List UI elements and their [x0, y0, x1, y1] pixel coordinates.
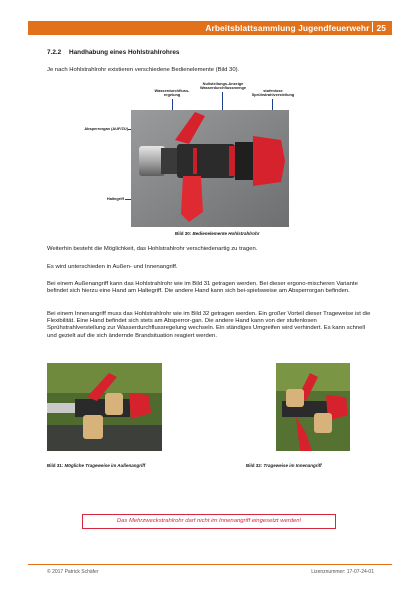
label-flow-display: Nullstellungs-Anzeige Wasserdurchflussmenge	[199, 81, 247, 91]
paragraph-2: Es wird unterschieden in Außen- und Innenangriff.	[47, 264, 178, 270]
label-spray-adjust: stufenlose Sprühstrahlverstellung	[251, 88, 295, 98]
label-grip: Haltegriff	[106, 196, 124, 201]
section-number: 7.2.2	[47, 49, 62, 56]
figure32-caption-label: Bild 32:	[246, 463, 263, 468]
figure31-caption-text: Mögliche Trageweise im Außenangriff	[64, 463, 146, 468]
paragraph-3: Bei einem Außenangriff kann das Hohlstrahlrohr wie im Bild 31 getragen werden. Bei dieser ergono-mischeren Variante befindet sich hierzu eine Hand am Haltegriff. Die andere Hand kann sich bei-spielsweise am Absperrorgan befinden.	[47, 281, 358, 295]
photo-inner-attack	[276, 363, 350, 451]
footer-copyright: © 2017 Patrick Schäfer	[47, 569, 99, 575]
figure30-caption-label: Bild 30:	[175, 231, 192, 236]
section-heading	[47, 49, 179, 56]
nozzle-illustration	[131, 110, 289, 227]
page-number: 25	[376, 23, 386, 33]
nozzle-photo	[131, 110, 289, 227]
section-title: Handhabung eines Hohlstrahlrohres	[69, 49, 180, 56]
figure32-caption	[246, 463, 322, 468]
intro-paragraph: Je nach Hohlstrahlrohr existieren verschiedene Bedienelemente (Bild 30).	[47, 67, 240, 73]
warning-box: Das Mehrzweckstrahlrohr darf nicht im Innenangriff eingesetzt werden!	[82, 514, 336, 529]
figure30-caption	[175, 231, 260, 236]
paragraph-1: Weiterhin besteht die Möglichkeit, das Hohlstrahlrohr verschiedenartig zu tragen.	[47, 246, 258, 252]
footer-license: Lizenznummer: 17-07-24-01	[311, 569, 374, 575]
header-separator	[372, 22, 373, 32]
outer-attack-illustration	[47, 363, 162, 451]
figure32-caption-text: Trageweise im Innenangriff	[263, 463, 322, 468]
paragraph-4: Bei einem Innenangriff muss das Hohlstrahlrohr wie im Bild 32 getragen werden. Ein großer Vorteil dieser Trageweise ist die Flexibilität. Eine Hand befindet sich stets am Absperror-gan. Die andere Hand kann von der stufenlosen Sprühstrahlverstellung zur Wasserdurchflussregelung wechseln. Ein ständiges Umgreifen wird verhindert. Es kann schnell und gezielt auf die sich ändernde Brandsituation reagiert werden.	[47, 311, 371, 339]
figure31-caption	[47, 463, 145, 468]
figure30-caption-text: Bedienelemente Hohlstrahlrohr	[192, 231, 260, 236]
header-title: Arbeitsblattsammlung Jugendfeuerwehr	[205, 23, 370, 33]
page-header	[205, 22, 386, 33]
inner-attack-illustration	[276, 363, 350, 451]
label-shutoff: Absperrorgan (AUF/ZU)	[84, 126, 128, 131]
photo-outer-attack	[47, 363, 162, 451]
label-flow-control: Wasserdurchfluss-regelung	[154, 88, 190, 98]
footer-rule	[28, 564, 392, 565]
figure31-caption-label: Bild 31:	[47, 463, 64, 468]
